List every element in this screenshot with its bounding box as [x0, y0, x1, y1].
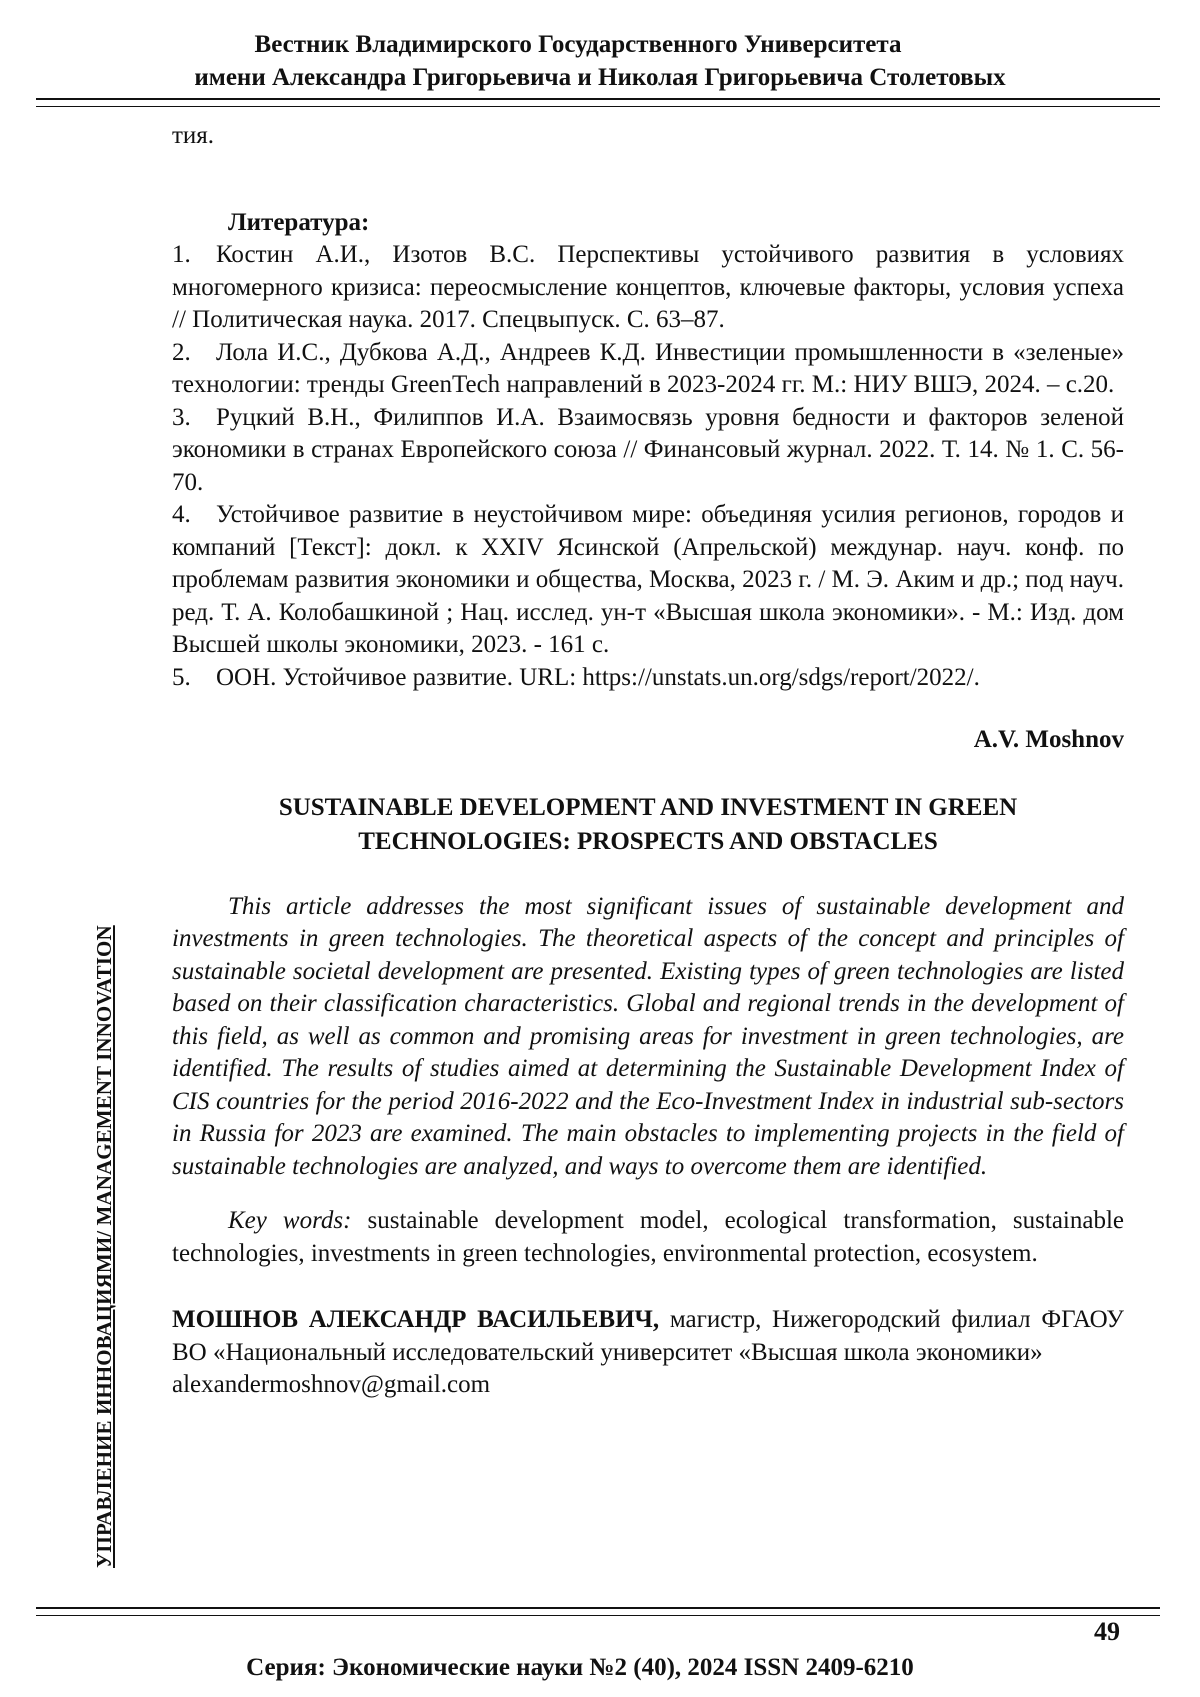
reference-item: [172, 402, 1124, 500]
title-line1: SUSTAINABLE DEVELOPMENT AND INVESTMENT IN GREEN: [278, 793, 1018, 821]
reference-text: ООН. Устойчивое развитие. URL: https://unstats.un.org/sdgs/report/2022/.: [216, 663, 980, 691]
reference-text: Руцкий В.Н., Филиппов И.А. Взаимосвязь уровня бедности и факторов зеленой экономики в странах Европейского союза // Финансовый журнал. 2022. Т. 14. № 1. С. 56-70.: [172, 403, 1124, 496]
abstract: This article addresses the most significant issues of sustainable development and investments in green technologies. The theoretical aspects of the concept and principles of sustainable societal development are presented. Existing types of green technologies are listed based on their classification characteristics. Global and regional trends in the development of this field, as well as common and promising areas for investment in green technologies, are identified. The results of studies aimed at determining the Sustainable Development Index of CIS countries for the period 2016-2022 and the Eco-Investment Index in industrial sub-sectors in Russia for 2023 are examined. The main obstacles to implementing projects in the field of sustainable technologies are analyzed, and ways to overcome them are identified.: [172, 892, 1124, 1180]
reference-item: [172, 662, 1124, 695]
article-title-english: [172, 791, 1124, 859]
literature-heading: Литература:: [228, 208, 370, 236]
reference-text: Устойчивое развитие в неустойчивом мире: объединяя усилия регионов, городов и компаний [Текст]: докл. к XXIV Ясинской (Апрельской) междунар. науч. конф. по проблемам развития экономики и общества, Москва, 2023 г. / М. Э. Аким и др.; под науч. ред. Т. А. Колобашкиной ; Нац. исслед. ун-т «Высшая школа экономики». - М.: Изд. дом Высшей школы экономики, 2023. - 161 с.: [172, 501, 1124, 658]
author-info: [172, 1304, 1124, 1402]
page-number: 49: [1094, 1617, 1120, 1646]
article-content: [172, 120, 1124, 1402]
journal-footer: [0, 1654, 1200, 1682]
header-rule: [36, 98, 1160, 100]
reference-number: 4.: [172, 501, 191, 528]
reference-item: [172, 499, 1124, 662]
journal-title-line2: имени Александра Григорьевича и Николая Григорьевича Столетовых: [194, 64, 1006, 91]
section-side-label: УПРАВЛЕНИЕ ИННОВАЦИЯМИ/ MANAGEMENT INNOVATION: [92, 925, 116, 1568]
footer-rule: [36, 1607, 1160, 1609]
reference-item: [172, 337, 1124, 402]
series-info: Серия: Экономические науки №2 (40), 2024 ISSN 2409-6210: [246, 1654, 914, 1681]
author-email: alexandermoshnov@gmail.com: [172, 1371, 491, 1398]
reference-number: 1.: [172, 241, 191, 268]
keywords-label: Key words:: [228, 1207, 352, 1234]
reference-number: 5.: [172, 663, 191, 691]
reference-number: 3.: [172, 403, 191, 431]
author-affiliation: магистр, Нижегородский филиал ФГАОУ ВО «Национальный исследовательский университет «Высшая школа экономики»: [172, 1306, 1124, 1366]
header-rule-thin: [36, 106, 1160, 107]
reference-text: Лола И.С., Дубкова А.Д., Андреев К.Д. Инвестиции промышленности в «зеленые» технологии: тренды GreenTech направлений в 2023-2024 гг. М.: НИУ ВШЭ, 2024. – с.20.: [172, 338, 1124, 398]
journal-header: [0, 28, 1200, 94]
author-name: МОШНОВ АЛЕКСАНДР ВАСИЛЬЕВИЧ,: [172, 1306, 660, 1333]
continuation-text: тия.: [172, 122, 215, 149]
keywords: [172, 1205, 1124, 1270]
footer-rule-thin: [36, 1615, 1160, 1616]
journal-title-line1: Вестник Владимирского Государственного Университета: [254, 31, 902, 58]
reference-item: [172, 239, 1124, 337]
reference-number: 2.: [172, 338, 191, 366]
keywords-text: sustainable development model, ecological transformation, sustainable technologies, investments in green technologies, environmental protection, ecosystem.: [172, 1207, 1125, 1267]
reference-text: Костин А.И., Изотов В.С. Перспективы устойчивого развития в условиях многомерного кризиса: переосмысление концептов, ключевые факторы, условия успеха // Политическая наука. 2017. Спецвыпуск. С. 63–87.: [172, 241, 1124, 333]
author-english: A.V. Moshnov: [973, 726, 1124, 753]
title-line2: TECHNOLOGIES: PROSPECTS AND OBSTACLES: [358, 827, 938, 855]
